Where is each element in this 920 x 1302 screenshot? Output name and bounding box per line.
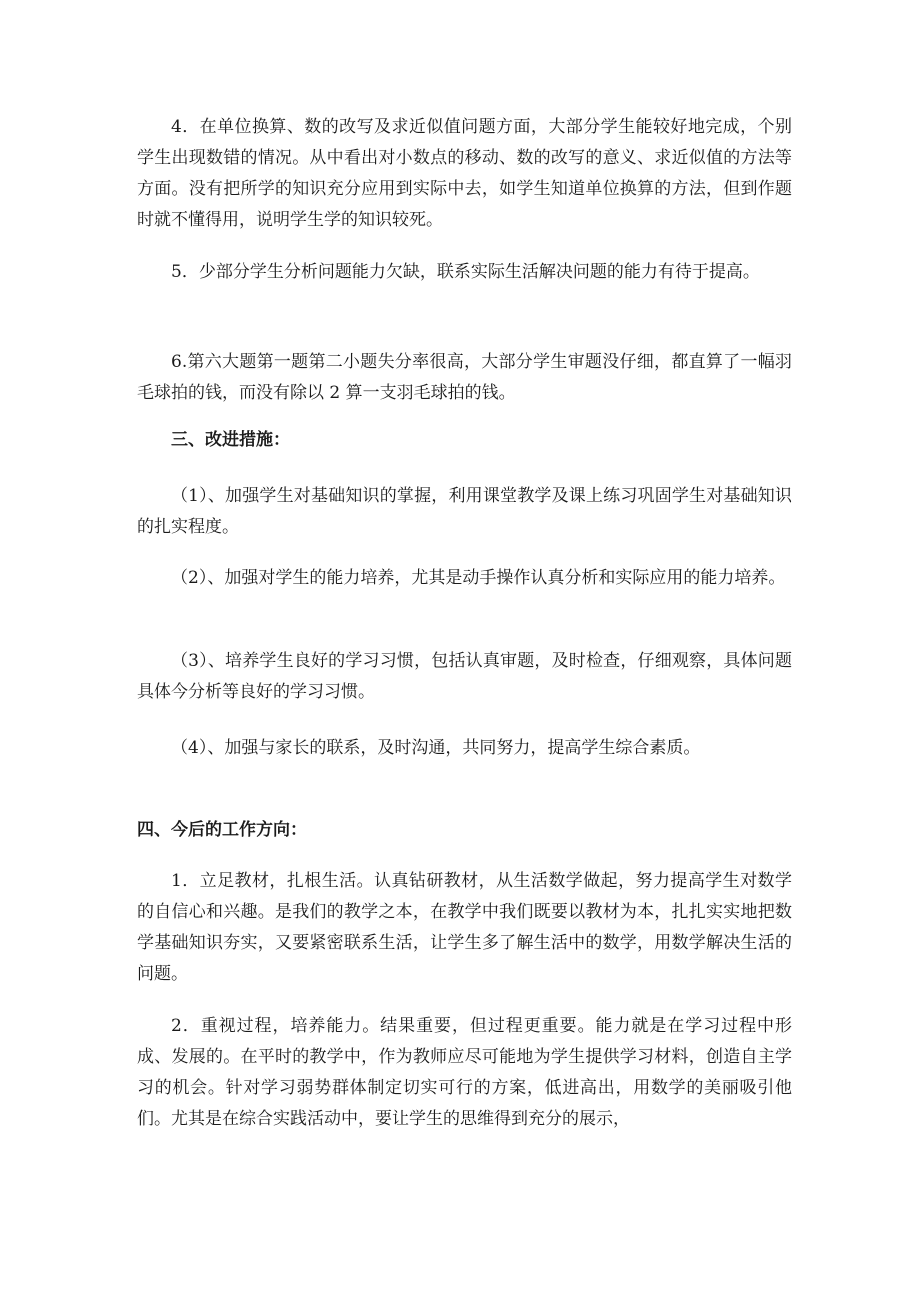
paragraph-item-6: 6.第六大题第一题第二小题失分率很高，大部分学生审题没仔细，都直算了一幅羽毛球拍的钱，而没有除以 2 算一支羽毛球拍的钱。 xyxy=(137,352,792,403)
paragraph-item-4: 4．在单位换算、数的改写及求近似值问题方面，大部分学生能较好地完成，个别学生出现数错的情况。从中看出对小数点的移动、数的改写的意义、求近似值的方法等方面。没有把所学的知识充分应用到实际中去，如学生知道单位换算的方法，但到作题时就不懂得用，说明学生学的知识较死。 xyxy=(137,117,792,230)
measure-item-2: （2）、加强对学生的能力培养，尤其是动手操作认真分析和实际应用的能力培养。 xyxy=(171,568,786,588)
measure-item-4: （4）、加强与家长的联系，及时沟通，共同努力，提高学生综合素质。 xyxy=(171,738,701,758)
measure-item-1: （1）、加强学生对基础知识的掌握，利用课堂教学及课上练习巩固学生对基础知识的扎实程度。 xyxy=(137,486,792,537)
paragraph-item-5: 5．少部分学生分析问题能力欠缺，联系实际生活解决问题的能力有待于提高。 xyxy=(171,262,760,282)
direction-item-1: 1．立足教材，扎根生活。认真钻研教材，从生活数学做起，努力提高学生对数学的自信心和兴趣。是我们的教学之本，在教学中我们既要以教材为本，扎扎实实地把数学基础知识夯实，又要紧密联系生活，让学生多了解生活中的数学，用数学解决生活的问题。 xyxy=(137,871,792,984)
section-heading-4: 四、今后的工作方向： xyxy=(137,820,307,840)
section-heading-3: 三、改进措施： xyxy=(171,430,290,450)
direction-item-2: 2．重视过程，培养能力。结果重要，但过程更重要。能力就是在学习过程中形成、发展的。在平时的教学中，作为教师应尽可能地为学生提供学习材料，创造自主学习的机会。针对学习弱势群体制定切实可行的方案，低进高出，用数学的美丽吸引他们。尤其是在综合实践活动中，要让学生的思维得到充分的展示， xyxy=(137,1016,792,1129)
measure-item-3: （3）、培养学生良好的学习习惯，包括认真审题，及时检查，仔细观察，具体问题具体今分析等良好的学习习惯。 xyxy=(137,651,792,702)
